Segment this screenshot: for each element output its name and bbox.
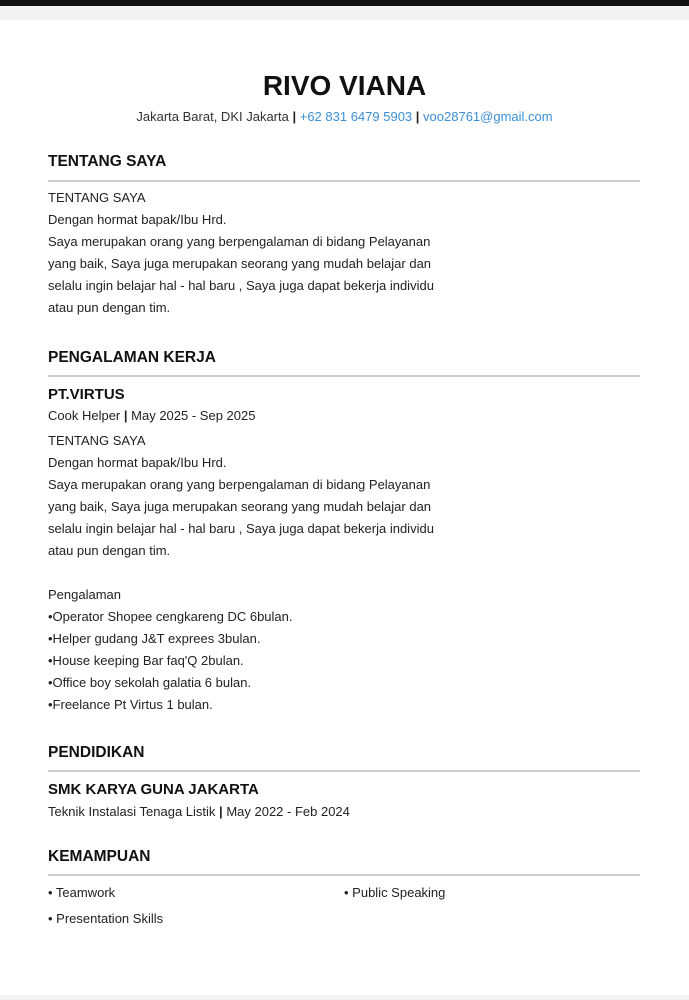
text-line: atau pun dengan tim. bbox=[48, 543, 171, 558]
list-item: •Helper gudang J&T exprees 3bulan. bbox=[48, 631, 261, 646]
divider bbox=[48, 874, 640, 876]
contact-line bbox=[0, 109, 689, 124]
location: Jakarta Barat, DKI Jakarta bbox=[136, 109, 289, 124]
text-line: TENTANG SAYA bbox=[48, 433, 146, 448]
job-meta bbox=[48, 405, 255, 427]
top-bar bbox=[0, 0, 689, 6]
education-meta bbox=[48, 801, 350, 823]
experience-text bbox=[48, 430, 434, 716]
divider bbox=[48, 180, 640, 182]
text-line: atau pun dengan tim. bbox=[48, 300, 171, 315]
separator: | bbox=[219, 804, 223, 819]
skill-item: • Teamwork bbox=[48, 885, 116, 900]
section-heading-about: TENTANG SAYA bbox=[48, 153, 167, 170]
separator: | bbox=[292, 109, 297, 124]
education-dates: May 2022 - Feb 2024 bbox=[226, 804, 350, 819]
skill-item: • Public Speaking bbox=[344, 885, 446, 900]
list-item: •Office boy sekolah galatia 6 bulan. bbox=[48, 675, 252, 690]
resume-page bbox=[0, 20, 689, 995]
text-line: Saya merupakan orang yang berpengalaman di bidang Pelayanan bbox=[48, 234, 431, 249]
job-role: Cook Helper bbox=[48, 408, 121, 423]
text-line: yang baik, Saya juga merupakan seorang yang mudah belajar dan bbox=[48, 499, 432, 514]
section-heading-education: PENDIDIKAN bbox=[48, 744, 145, 761]
skill-item: • Presentation Skills bbox=[48, 911, 164, 926]
about-text bbox=[48, 187, 434, 319]
list-item: •House keeping Bar faq'Q 2bulan. bbox=[48, 653, 244, 668]
resume-name: RIVO VIANA bbox=[262, 70, 427, 101]
list-item: •Freelance Pt Virtus 1 bulan. bbox=[48, 697, 213, 712]
experience-list-title: Pengalaman bbox=[48, 587, 121, 602]
text-line: Saya merupakan orang yang berpengalaman di bidang Pelayanan bbox=[48, 477, 431, 492]
text-line: selalu ingin belajar hal - hal baru , Saya juga dapat bekerja individu bbox=[48, 278, 434, 293]
text-line: TENTANG SAYA bbox=[48, 190, 146, 205]
text-line: Dengan hormat bapak/Ibu Hrd. bbox=[48, 212, 227, 227]
text-line: Dengan hormat bapak/Ibu Hrd. bbox=[48, 455, 227, 470]
job-dates: May 2025 - Sep 2025 bbox=[131, 408, 256, 423]
list-item: •Operator Shopee cengkareng DC 6bulan. bbox=[48, 609, 293, 624]
phone-link[interactable]: +62 831 6479 5903 bbox=[299, 109, 413, 124]
email-link[interactable]: voo28761@gmail.com bbox=[423, 109, 553, 124]
major: Teknik Instalasi Tenaga Listik bbox=[48, 804, 216, 819]
company-name: PT.VIRTUS bbox=[48, 386, 125, 403]
section-heading-experience: PENGALAMAN KERJA bbox=[48, 349, 216, 366]
school-name: SMK KARYA GUNA JAKARTA bbox=[48, 781, 259, 798]
separator: | bbox=[123, 408, 128, 423]
text-line: yang baik, Saya juga merupakan seorang yang mudah belajar dan bbox=[48, 256, 432, 271]
divider bbox=[48, 770, 640, 772]
spacer bbox=[48, 562, 434, 584]
section-heading-skills: KEMAMPUAN bbox=[48, 848, 151, 865]
separator: | bbox=[415, 109, 420, 124]
divider bbox=[48, 375, 640, 377]
text-line: selalu ingin belajar hal - hal baru , Saya juga dapat bekerja individu bbox=[48, 521, 434, 536]
